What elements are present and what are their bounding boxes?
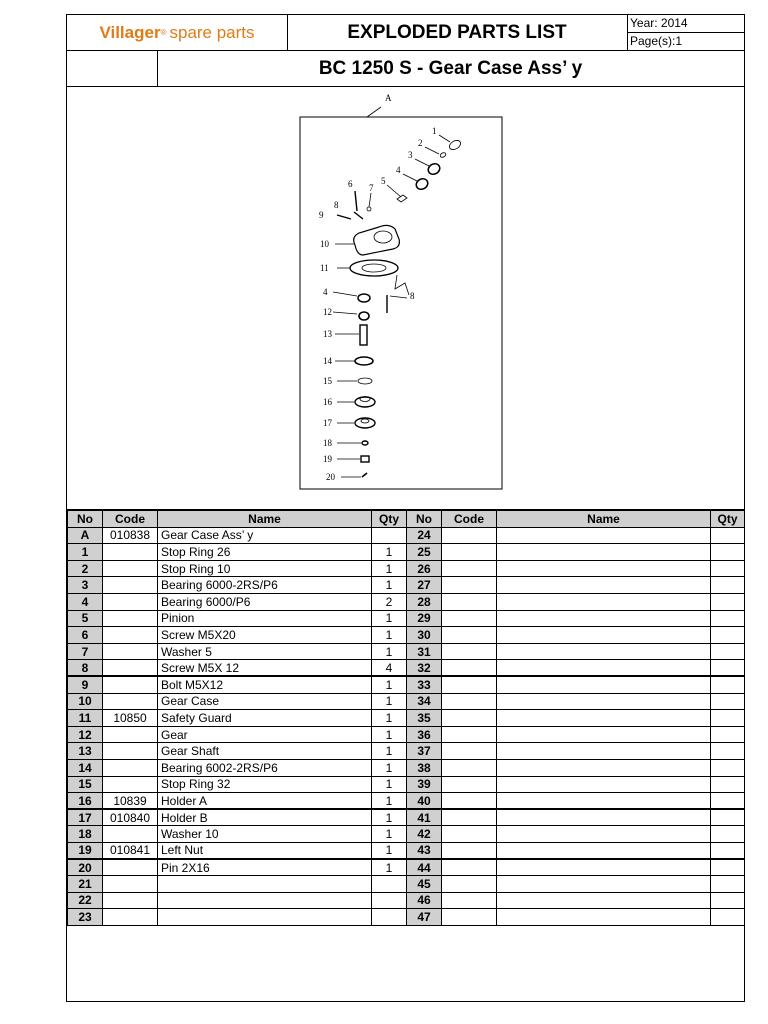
row-code-right [442, 842, 497, 859]
row-name: Left Nut [158, 842, 372, 859]
table-row [68, 643, 745, 660]
meta-info [627, 15, 744, 50]
row-name [158, 909, 372, 926]
row-qty-right [711, 676, 745, 693]
row-code [103, 876, 158, 893]
row-code-right [442, 627, 497, 644]
row-no-right: 34 [407, 693, 442, 710]
row-code [103, 577, 158, 594]
row-qty-right [711, 726, 745, 743]
row-code: 010840 [103, 809, 158, 826]
row-qty-right [711, 826, 745, 843]
row-qty: 4 [372, 660, 407, 677]
row-name: Washer 5 [158, 643, 372, 660]
year-label: Year: 2014 [627, 15, 744, 33]
label-8a: 8 [334, 200, 339, 210]
parts-table [67, 510, 745, 926]
table-row [68, 560, 745, 577]
row-no: 18 [68, 826, 103, 843]
row-code-right [442, 909, 497, 926]
row-name-right [497, 793, 711, 810]
row-no: A [68, 527, 103, 544]
row-name-right [497, 610, 711, 627]
row-code-right [442, 826, 497, 843]
row-no: 17 [68, 809, 103, 826]
col-header-code: Code [103, 511, 158, 528]
row-name-right [497, 826, 711, 843]
row-qty-right [711, 859, 745, 876]
row-code [103, 643, 158, 660]
row-code [103, 610, 158, 627]
row-qty-right [711, 527, 745, 544]
leader-A [367, 107, 381, 117]
row-code-right [442, 544, 497, 561]
row-name: Stop Ring 26 [158, 544, 372, 561]
row-code-right [442, 693, 497, 710]
row-code-right [442, 892, 497, 909]
row-qty [372, 876, 407, 893]
table-row [68, 610, 745, 627]
label-16: 16 [323, 397, 332, 407]
row-code-right [442, 726, 497, 743]
table-row [68, 859, 745, 876]
table-row [68, 793, 745, 810]
row-no: 13 [68, 743, 103, 760]
row-code-right [442, 593, 497, 610]
row-name-right [497, 859, 711, 876]
row-no: 22 [68, 892, 103, 909]
table-row [68, 527, 745, 544]
row-qty-right [711, 710, 745, 727]
row-no: 9 [68, 676, 103, 693]
col-header-name-right: Name [497, 511, 711, 528]
row-code-right [442, 793, 497, 810]
table-row [68, 627, 745, 644]
label-14: 14 [323, 356, 332, 366]
row-no-right: 43 [407, 842, 442, 859]
row-no-right: 40 [407, 793, 442, 810]
row-qty-right [711, 693, 745, 710]
row-code [103, 892, 158, 909]
row-name: Pinion [158, 610, 372, 627]
model-blank-cell [67, 51, 158, 86]
row-no: 20 [68, 859, 103, 876]
row-code [103, 826, 158, 843]
row-qty-right [711, 776, 745, 793]
row-qty-right [711, 892, 745, 909]
row-code-right [442, 577, 497, 594]
row-no-right: 44 [407, 859, 442, 876]
table-row [68, 726, 745, 743]
row-name: Safety Guard [158, 710, 372, 727]
row-name-right [497, 743, 711, 760]
row-qty: 2 [372, 593, 407, 610]
col-header-qty-right: Qty [711, 511, 745, 528]
diagram-frame [300, 117, 502, 489]
brand-logo: Villager ® spare parts [67, 15, 288, 50]
row-code-right [442, 743, 497, 760]
row-code [103, 593, 158, 610]
row-name: Gear Case Ass’ y [158, 527, 372, 544]
table-row [68, 676, 745, 693]
row-name: Bearing 6000/P6 [158, 593, 372, 610]
row-name-right [497, 759, 711, 776]
row-name-right [497, 909, 711, 926]
row-qty [372, 892, 407, 909]
label-11: 11 [320, 263, 329, 273]
row-name-right [497, 577, 711, 594]
row-code [103, 660, 158, 677]
row-name-right [497, 809, 711, 826]
row-qty-right [711, 610, 745, 627]
row-no-right: 41 [407, 809, 442, 826]
row-no: 19 [68, 842, 103, 859]
row-qty: 1 [372, 560, 407, 577]
row-name: Stop Ring 32 [158, 776, 372, 793]
row-name: Washer 10 [158, 826, 372, 843]
label-12: 12 [323, 307, 332, 317]
row-code [103, 759, 158, 776]
row-qty [372, 527, 407, 544]
row-code-right [442, 809, 497, 826]
table-row [68, 660, 745, 677]
label-15: 15 [323, 376, 332, 386]
row-no-right: 36 [407, 726, 442, 743]
label-20: 20 [326, 472, 335, 482]
row-no-right: 32 [407, 660, 442, 677]
row-qty: 1 [372, 859, 407, 876]
exploded-diagram [67, 87, 744, 510]
row-qty [372, 909, 407, 926]
row-qty: 1 [372, 776, 407, 793]
col-header-no: No [68, 511, 103, 528]
row-no-right: 27 [407, 577, 442, 594]
row-name-right [497, 627, 711, 644]
table-header-row [68, 511, 745, 528]
model-row [67, 51, 744, 87]
row-no-right: 46 [407, 892, 442, 909]
row-qty-right [711, 876, 745, 893]
row-no-right: 33 [407, 676, 442, 693]
model-title: BC 1250 S - Gear Case Ass’ y [318, 57, 583, 79]
row-name [158, 892, 372, 909]
row-no-right: 42 [407, 826, 442, 843]
row-no-right: 26 [407, 560, 442, 577]
row-qty: 1 [372, 643, 407, 660]
row-no: 3 [68, 577, 103, 594]
row-qty: 1 [372, 544, 407, 561]
table-row [68, 892, 745, 909]
row-name-right [497, 842, 711, 859]
row-no-right: 29 [407, 610, 442, 627]
row-name-right [497, 726, 711, 743]
row-code [103, 726, 158, 743]
label-5: 5 [381, 176, 386, 186]
table-row [68, 759, 745, 776]
row-name-right [497, 892, 711, 909]
row-code [103, 743, 158, 760]
row-code-right [442, 660, 497, 677]
row-code-right [442, 527, 497, 544]
row-name: Bolt M5X12 [158, 676, 372, 693]
label-2: 2 [418, 138, 423, 148]
label-7: 7 [369, 183, 374, 193]
row-qty-right [711, 627, 745, 644]
label-10: 10 [320, 239, 329, 249]
table-row [68, 544, 745, 561]
row-qty: 1 [372, 577, 407, 594]
label-6: 6 [348, 179, 353, 189]
row-qty: 1 [372, 759, 407, 776]
row-no-right: 38 [407, 759, 442, 776]
col-header-name: Name [158, 511, 372, 528]
row-no: 23 [68, 909, 103, 926]
row-qty-right [711, 560, 745, 577]
table-row [68, 710, 745, 727]
row-qty-right [711, 809, 745, 826]
row-no: 12 [68, 726, 103, 743]
row-code-right [442, 710, 497, 727]
row-name-right [497, 776, 711, 793]
parts-sheet [66, 14, 745, 1002]
row-qty: 1 [372, 826, 407, 843]
row-no: 6 [68, 627, 103, 644]
table-row [68, 577, 745, 594]
row-qty: 1 [372, 610, 407, 627]
col-header-qty: Qty [372, 511, 407, 528]
row-code-right [442, 859, 497, 876]
row-name: Gear Shaft [158, 743, 372, 760]
row-qty: 1 [372, 710, 407, 727]
exploded-diagram-area [67, 87, 744, 510]
row-no: 7 [68, 643, 103, 660]
label-4a: 4 [396, 165, 401, 175]
table-row [68, 743, 745, 760]
row-no-right: 31 [407, 643, 442, 660]
row-no-right: 30 [407, 627, 442, 644]
row-qty-right [711, 793, 745, 810]
row-no-right: 24 [407, 527, 442, 544]
row-name-right [497, 560, 711, 577]
row-name: Screw M5X 12 [158, 660, 372, 677]
row-qty-right [711, 577, 745, 594]
label-18: 18 [323, 438, 332, 448]
row-code-right [442, 776, 497, 793]
row-no: 4 [68, 593, 103, 610]
row-name-right [497, 643, 711, 660]
row-code [103, 560, 158, 577]
row-no: 2 [68, 560, 103, 577]
row-no: 21 [68, 876, 103, 893]
row-code: 010838 [103, 527, 158, 544]
row-qty-right [711, 759, 745, 776]
row-code: 10839 [103, 793, 158, 810]
row-qty-right [711, 643, 745, 660]
row-qty: 1 [372, 809, 407, 826]
row-code [103, 776, 158, 793]
row-qty-right [711, 909, 745, 926]
table-row [68, 693, 745, 710]
row-code-right [442, 759, 497, 776]
brand-suffix: spare parts [169, 22, 255, 42]
row-qty: 1 [372, 793, 407, 810]
row-name: Gear Case [158, 693, 372, 710]
row-code [103, 693, 158, 710]
pages-label: Page(s):1 [630, 34, 683, 49]
row-qty-right [711, 660, 745, 677]
row-qty: 1 [372, 676, 407, 693]
row-name-right [497, 676, 711, 693]
row-no: 10 [68, 693, 103, 710]
row-no: 5 [68, 610, 103, 627]
row-name: Gear [158, 726, 372, 743]
header-row [67, 15, 744, 51]
row-no-right: 37 [407, 743, 442, 760]
label-17: 17 [323, 418, 332, 428]
row-no-right: 35 [407, 710, 442, 727]
row-code-right [442, 643, 497, 660]
label-19: 19 [323, 454, 332, 464]
row-qty-right [711, 842, 745, 859]
row-code: 010841 [103, 842, 158, 859]
row-name: Bearing 6000-2RS/P6 [158, 577, 372, 594]
row-code [103, 859, 158, 876]
row-code [103, 909, 158, 926]
table-row [68, 842, 745, 859]
row-name [158, 876, 372, 893]
label-8b: 8 [410, 291, 415, 301]
table-row [68, 826, 745, 843]
row-no: 15 [68, 776, 103, 793]
col-header-no-right: No [407, 511, 442, 528]
row-code [103, 676, 158, 693]
row-qty: 1 [372, 627, 407, 644]
row-code-right [442, 610, 497, 627]
row-no-right: 47 [407, 909, 442, 926]
table-row [68, 809, 745, 826]
row-qty: 1 [372, 726, 407, 743]
row-no: 16 [68, 793, 103, 810]
row-qty-right [711, 544, 745, 561]
table-row [68, 909, 745, 926]
row-code: 10850 [103, 710, 158, 727]
row-code-right [442, 560, 497, 577]
label-1: 1 [432, 126, 437, 136]
row-name: Bearing 6002-2RS/P6 [158, 759, 372, 776]
row-no-right: 28 [407, 593, 442, 610]
row-name: Pin 2X16 [158, 859, 372, 876]
row-name: Stop Ring 10 [158, 560, 372, 577]
brand-name: Villager [99, 22, 161, 42]
row-no-right: 39 [407, 776, 442, 793]
row-name-right [497, 693, 711, 710]
row-name-right [497, 876, 711, 893]
row-qty: 1 [372, 842, 407, 859]
table-row [68, 776, 745, 793]
row-qty-right [711, 593, 745, 610]
row-name-right [497, 660, 711, 677]
table-row [68, 876, 745, 893]
row-name: Holder B [158, 809, 372, 826]
row-code [103, 627, 158, 644]
row-no: 8 [68, 660, 103, 677]
row-no: 1 [68, 544, 103, 561]
row-no-right: 45 [407, 876, 442, 893]
row-qty: 1 [372, 743, 407, 760]
label-3: 3 [408, 150, 413, 160]
row-no: 14 [68, 759, 103, 776]
row-qty: 1 [372, 693, 407, 710]
label-4b: 4 [323, 287, 328, 297]
row-name: Screw M5X20 [158, 627, 372, 644]
row-code [103, 544, 158, 561]
label-A: A [385, 93, 392, 103]
row-code-right [442, 676, 497, 693]
row-no: 11 [68, 710, 103, 727]
row-no-right: 25 [407, 544, 442, 561]
label-9: 9 [319, 210, 324, 220]
row-name-right [497, 544, 711, 561]
table-row [68, 593, 745, 610]
label-13: 13 [323, 329, 332, 339]
row-name-right [497, 710, 711, 727]
row-name-right [497, 527, 711, 544]
row-code-right [442, 876, 497, 893]
row-qty-right [711, 743, 745, 760]
col-header-code-right: Code [442, 511, 497, 528]
row-name: Holder A [158, 793, 372, 810]
row-name-right [497, 593, 711, 610]
page-title: EXPLODED PARTS LIST [287, 15, 628, 50]
